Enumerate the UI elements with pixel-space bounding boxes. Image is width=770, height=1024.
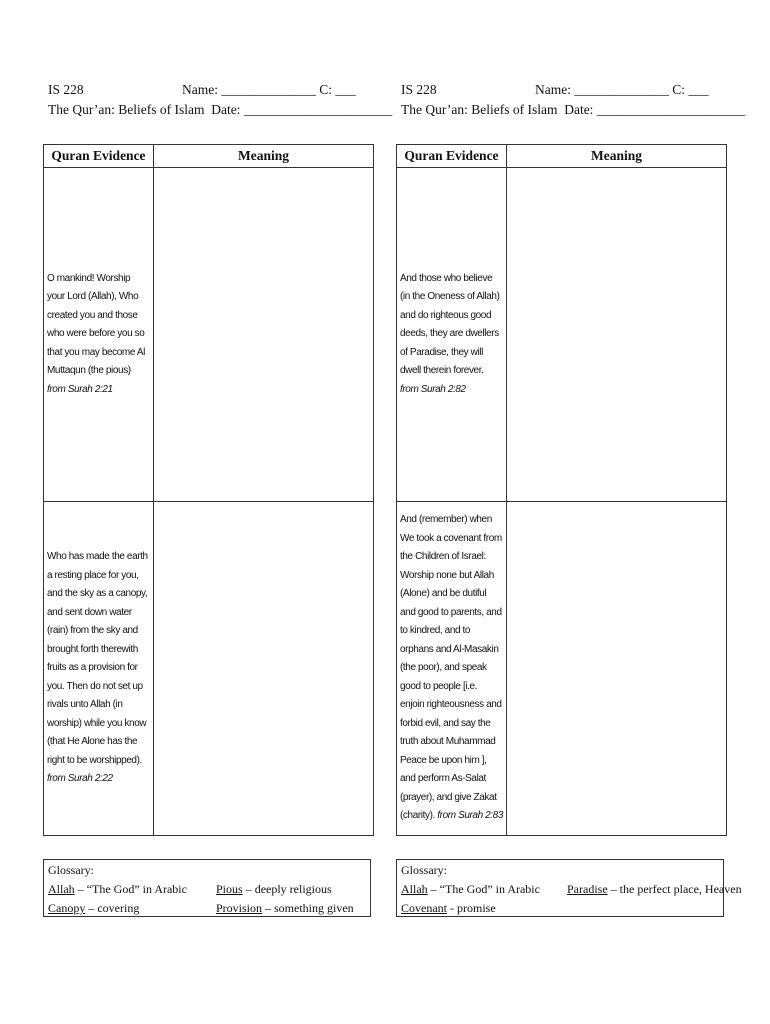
table-row: [397, 168, 727, 502]
evidence-cell: [44, 168, 154, 502]
glossary-item: [48, 880, 187, 899]
glossary-term: Covenant: [401, 901, 447, 915]
column-header-meaning: Meaning: [154, 145, 374, 168]
glossary-definition: – covering: [85, 901, 140, 915]
glossary-box: [43, 859, 371, 917]
name-class-line: Name: ______________ C: ___: [182, 82, 356, 97]
worksheet-left: [46, 78, 393, 915]
glossary-term: Canopy: [48, 901, 86, 915]
meaning-answer-cell[interactable]: [154, 502, 374, 836]
glossary-item: [216, 880, 332, 899]
glossary-definition: – “The God” in Arabic: [427, 882, 540, 896]
surah-reference: from Surah 2:83: [437, 810, 504, 822]
evidence-table: [43, 144, 374, 836]
glossary-term: Paradise: [567, 882, 608, 896]
evidence-table: [396, 144, 727, 836]
glossary-definition: – something given: [262, 901, 354, 915]
glossary-definition: – “The God” in Arabic: [74, 882, 187, 896]
glossary-item: [401, 899, 496, 918]
glossary-term: Provision: [216, 901, 263, 915]
course-code: IS 228: [48, 82, 84, 97]
evidence-cell: [397, 502, 507, 836]
glossary-term: Allah: [401, 882, 428, 896]
table-row: [44, 502, 374, 836]
worksheet-header: [399, 78, 746, 124]
surah-reference: from Surah 2:82: [400, 383, 466, 395]
table-row: [44, 168, 374, 502]
evidence-text: And those who believe (in the Oneness of Allah) and do righteous good deeds, they are dwellers of Paradise, they will dwell therein forever.: [400, 272, 500, 377]
surah-reference: from Surah 2:22: [47, 773, 113, 785]
glossary-definition: - promise: [447, 901, 496, 915]
course-code: IS 228: [401, 82, 437, 97]
glossary-box: [396, 859, 742, 917]
title-date-line: The Qur’an: Beliefs of Islam Date: ______________________: [401, 102, 746, 117]
column-header-evidence: Quran Evidence: [44, 145, 154, 168]
glossary-term: Allah: [48, 882, 75, 896]
worksheet-header: [46, 78, 393, 124]
glossary-item: [216, 899, 354, 918]
meaning-answer-cell[interactable]: [154, 168, 374, 502]
glossary-definition: – the perfect place, Heaven: [607, 882, 742, 896]
table-row: [397, 502, 727, 836]
title-date-line: The Qur’an: Beliefs of Islam Date: ______________________: [48, 102, 393, 117]
glossary-definition: – deeply religious: [242, 882, 332, 896]
evidence-cell: [44, 502, 154, 836]
meaning-answer-cell[interactable]: [507, 502, 727, 836]
glossary-title: Glossary:: [401, 863, 447, 877]
glossary-item: [401, 880, 540, 899]
glossary-term: Pious: [216, 882, 243, 896]
evidence-cell: [397, 168, 507, 502]
column-header-meaning: Meaning: [507, 145, 727, 168]
evidence-text: Who has made the earth a resting place for you, and the sky as a canopy, and sent down water (rain) from the sky and brought forth therewith fruits as a provision for you. Then do not set up rivals unto Allah (in worship) while you know (that He Alone has the right to be worshipped).: [47, 551, 148, 766]
name-class-line: Name: ______________ C: ___: [535, 82, 709, 97]
column-header-evidence: Quran Evidence: [397, 145, 507, 168]
meaning-answer-cell[interactable]: [507, 168, 727, 502]
evidence-text: And (remember) when We took a covenant from the Children of Israel: Worship none but Allah (Alone) and be dutiful and good to parents, and to kindred, and to orphans and Al-Masakin (the poor), and speak good to people [i.e. enjoin righteousness and forbid evil, and say the truth about Muhammad Peace be upon him ], and perform As-Salat (prayer), and give Zakat (charity).: [400, 514, 502, 822]
glossary-item: [48, 899, 139, 918]
glossary-item: [567, 880, 742, 899]
glossary-title: Glossary:: [48, 863, 94, 877]
surah-reference: from Surah 2:21: [47, 383, 113, 395]
evidence-text: O mankind! Worship your Lord (Allah), Who created you and those who were before you so that you may become Al Muttaqun (the pious): [47, 272, 145, 377]
worksheet-right: [399, 78, 746, 915]
